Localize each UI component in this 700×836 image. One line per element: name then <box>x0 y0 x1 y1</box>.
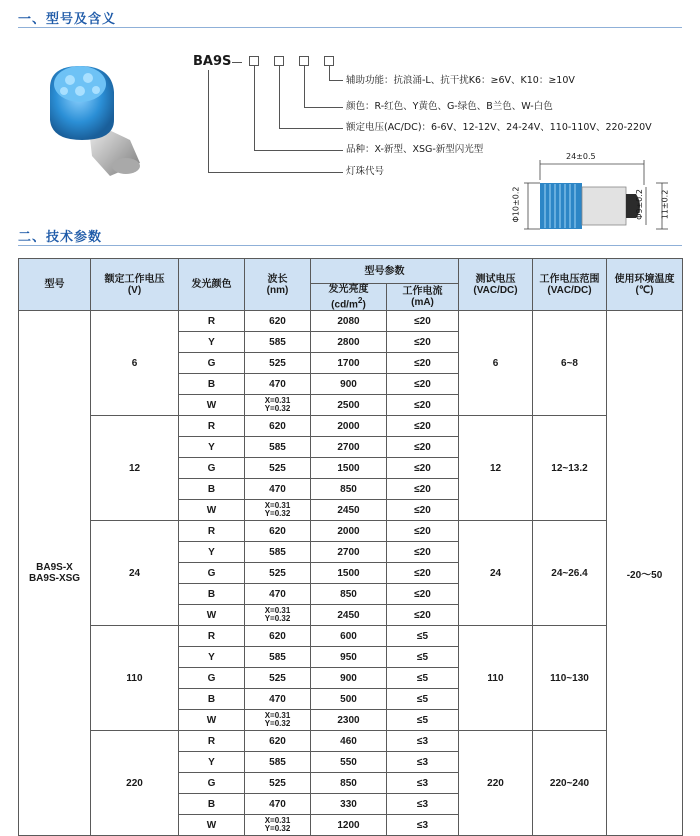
cell-wavelength: 585 <box>245 647 311 668</box>
th-model: 型号 <box>19 259 91 311</box>
cell-color: G <box>179 773 245 794</box>
cell-rated-voltage: 12 <box>91 416 179 521</box>
cell-wavelength: 525 <box>245 458 311 479</box>
cell-current: ≤20 <box>387 311 459 332</box>
cell-brightness: 950 <box>311 647 387 668</box>
code-desc-variety: 品种：X-新型、XSG-新型闪光型 <box>346 144 484 155</box>
cell-rated-voltage: 220 <box>91 731 179 836</box>
cell-brightness: 550 <box>311 752 387 773</box>
cell-color: Y <box>179 647 245 668</box>
cell-wavelength: X=0.31 Y=0.32 <box>245 710 311 731</box>
cell-brightness: 850 <box>311 773 387 794</box>
dim-height: 11±0.2 <box>660 189 670 220</box>
cell-current: ≤20 <box>387 332 459 353</box>
cell-brightness: 2700 <box>311 437 387 458</box>
section-title-specs: 二、技术参数 <box>18 230 103 245</box>
code-box-aux <box>324 56 334 66</box>
cell-wavelength: 585 <box>245 542 311 563</box>
cell-current: ≤3 <box>387 815 459 836</box>
dim-length: 24±0.5 <box>566 152 596 161</box>
th-wavelength: 波长 (nm) <box>245 259 311 311</box>
cell-wavelength: X=0.31 Y=0.32 <box>245 500 311 521</box>
cell-model: BA9S-X BA9S-XSG <box>19 311 91 836</box>
model-code-prefix: BA9S <box>193 54 232 69</box>
cell-color: B <box>179 689 245 710</box>
cell-test-voltage: 6 <box>459 311 533 416</box>
cell-current: ≤3 <box>387 794 459 815</box>
code-desc-aux: 辅助功能：抗浪涌-L、抗干扰K6：≥6V、K10：≥10V <box>346 75 575 86</box>
cell-brightness: 850 <box>311 479 387 500</box>
cell-current: ≤20 <box>387 605 459 626</box>
cell-rated-voltage: 24 <box>91 521 179 626</box>
cell-brightness: 2450 <box>311 500 387 521</box>
code-box-color <box>299 56 309 66</box>
cell-voltage-range: 12~13.2 <box>533 416 607 521</box>
cell-brightness: 2450 <box>311 605 387 626</box>
cell-color: R <box>179 626 245 647</box>
cell-brightness: 1700 <box>311 353 387 374</box>
cell-current: ≤20 <box>387 437 459 458</box>
code-box-voltage <box>274 56 284 66</box>
cell-color: W <box>179 710 245 731</box>
cell-wavelength: 620 <box>245 731 311 752</box>
cell-wavelength: 470 <box>245 479 311 500</box>
th-temperature: 使用环境温度 (℃) <box>607 259 683 311</box>
cell-current: ≤20 <box>387 458 459 479</box>
cell-color: W <box>179 605 245 626</box>
cell-wavelength: 470 <box>245 689 311 710</box>
cell-color: W <box>179 395 245 416</box>
cell-color: B <box>179 794 245 815</box>
cell-wavelength: 585 <box>245 437 311 458</box>
th-brightness: 发光亮度 $(cd/m^2)$ <box>311 284 387 311</box>
table-row <box>19 311 683 332</box>
cell-color: G <box>179 458 245 479</box>
cell-current: ≤5 <box>387 668 459 689</box>
cell-wavelength: X=0.31 Y=0.32 <box>245 815 311 836</box>
cell-brightness: 1200 <box>311 815 387 836</box>
th-test-voltage: 测试电压 (VAC/DC) <box>459 259 533 311</box>
cell-current: ≤5 <box>387 626 459 647</box>
th-voltage-range: 工作电压范围 (VAC/DC) <box>533 259 607 311</box>
cell-current: ≤20 <box>387 353 459 374</box>
cell-brightness: 1500 <box>311 458 387 479</box>
cell-current: ≤3 <box>387 773 459 794</box>
cell-wavelength: 620 <box>245 626 311 647</box>
cell-voltage-range: 6~8 <box>533 311 607 416</box>
cell-color: W <box>179 500 245 521</box>
cell-wavelength: X=0.31 Y=0.32 <box>245 605 311 626</box>
section-title-model: 一、型号及含义 <box>18 12 117 27</box>
dim-dia-inner: Φ9±0.2 <box>634 189 644 220</box>
table-row <box>19 731 683 752</box>
cell-brightness: 600 <box>311 626 387 647</box>
cell-brightness: 1500 <box>311 563 387 584</box>
cell-wavelength: 620 <box>245 416 311 437</box>
cell-wavelength: 620 <box>245 521 311 542</box>
cell-color: Y <box>179 437 245 458</box>
led-bulb-image <box>40 58 155 178</box>
th-color: 发光颜色 <box>179 259 245 311</box>
cell-current: ≤20 <box>387 395 459 416</box>
code-desc-color: 颜色：R-红色、Y黄色、G-绿色、B兰色、W-白色 <box>346 101 553 112</box>
cell-current: ≤5 <box>387 647 459 668</box>
cell-wavelength: 585 <box>245 752 311 773</box>
cell-test-voltage: 12 <box>459 416 533 521</box>
cell-color: G <box>179 668 245 689</box>
cell-current: ≤3 <box>387 752 459 773</box>
code-box-variety <box>249 56 259 66</box>
model-code-dash <box>232 62 242 63</box>
cell-temperature: -20～50 <box>607 311 683 836</box>
cell-brightness: 2700 <box>311 542 387 563</box>
cell-brightness: 460 <box>311 731 387 752</box>
table-row <box>19 626 683 647</box>
cell-color: R <box>179 521 245 542</box>
dim-dia-outer: Φ10±0.2 <box>511 186 521 223</box>
th-params-group: 型号参数 <box>311 259 459 284</box>
cell-brightness: 900 <box>311 668 387 689</box>
cell-brightness: 2800 <box>311 332 387 353</box>
cell-wavelength: 470 <box>245 374 311 395</box>
cell-voltage-range: 110~130 <box>533 626 607 731</box>
cell-color: G <box>179 563 245 584</box>
cell-color: R <box>179 731 245 752</box>
cell-brightness: 2500 <box>311 395 387 416</box>
cell-wavelength: 525 <box>245 773 311 794</box>
th-rated-voltage: 额定工作电压 (V) <box>91 259 179 311</box>
cell-rated-voltage: 6 <box>91 311 179 416</box>
section-divider <box>18 27 682 28</box>
cell-wavelength: 525 <box>245 353 311 374</box>
cell-wavelength: X=0.31 Y=0.32 <box>245 395 311 416</box>
cell-current: ≤20 <box>387 500 459 521</box>
cell-brightness: 2300 <box>311 710 387 731</box>
cell-voltage-range: 24~26.4 <box>533 521 607 626</box>
section-divider <box>18 245 682 246</box>
cell-test-voltage: 24 <box>459 521 533 626</box>
th-current: 工作电流 (mA) <box>387 284 459 311</box>
cell-brightness: 2080 <box>311 311 387 332</box>
cell-color: Y <box>179 542 245 563</box>
cell-current: ≤3 <box>387 731 459 752</box>
cell-wavelength: 470 <box>245 794 311 815</box>
cell-current: ≤20 <box>387 521 459 542</box>
cell-current: ≤20 <box>387 542 459 563</box>
cell-current: ≤20 <box>387 374 459 395</box>
cell-color: Y <box>179 332 245 353</box>
cell-color: R <box>179 416 245 437</box>
cell-wavelength: 470 <box>245 584 311 605</box>
cell-wavelength: 525 <box>245 563 311 584</box>
cell-current: ≤5 <box>387 689 459 710</box>
cell-current: ≤20 <box>387 479 459 500</box>
spec-table <box>18 258 683 836</box>
cell-color: W <box>179 815 245 836</box>
cell-brightness: 330 <box>311 794 387 815</box>
dimension-drawing <box>510 150 690 250</box>
cell-brightness: 2000 <box>311 521 387 542</box>
table-row <box>19 521 683 542</box>
cell-test-voltage: 220 <box>459 731 533 836</box>
cell-color: B <box>179 374 245 395</box>
cell-current: ≤20 <box>387 416 459 437</box>
cell-wavelength: 525 <box>245 668 311 689</box>
cell-color: G <box>179 353 245 374</box>
cell-current: ≤5 <box>387 710 459 731</box>
code-desc-voltage: 额定电压(AC/DC)：6-6V、12-12V、24-24V、110-110V、220-220V <box>346 122 652 133</box>
cell-brightness: 850 <box>311 584 387 605</box>
cell-brightness: 2000 <box>311 416 387 437</box>
table-row <box>19 416 683 437</box>
cell-test-voltage: 110 <box>459 626 533 731</box>
code-desc-bead: 灯珠代号 <box>346 166 385 177</box>
cell-color: B <box>179 479 245 500</box>
cell-wavelength: 585 <box>245 332 311 353</box>
cell-brightness: 500 <box>311 689 387 710</box>
cell-brightness: 900 <box>311 374 387 395</box>
cell-current: ≤20 <box>387 584 459 605</box>
cell-color: Y <box>179 752 245 773</box>
cell-current: ≤20 <box>387 563 459 584</box>
cell-color: B <box>179 584 245 605</box>
cell-wavelength: 620 <box>245 311 311 332</box>
cell-color: R <box>179 311 245 332</box>
cell-rated-voltage: 110 <box>91 626 179 731</box>
cell-voltage-range: 220~240 <box>533 731 607 836</box>
